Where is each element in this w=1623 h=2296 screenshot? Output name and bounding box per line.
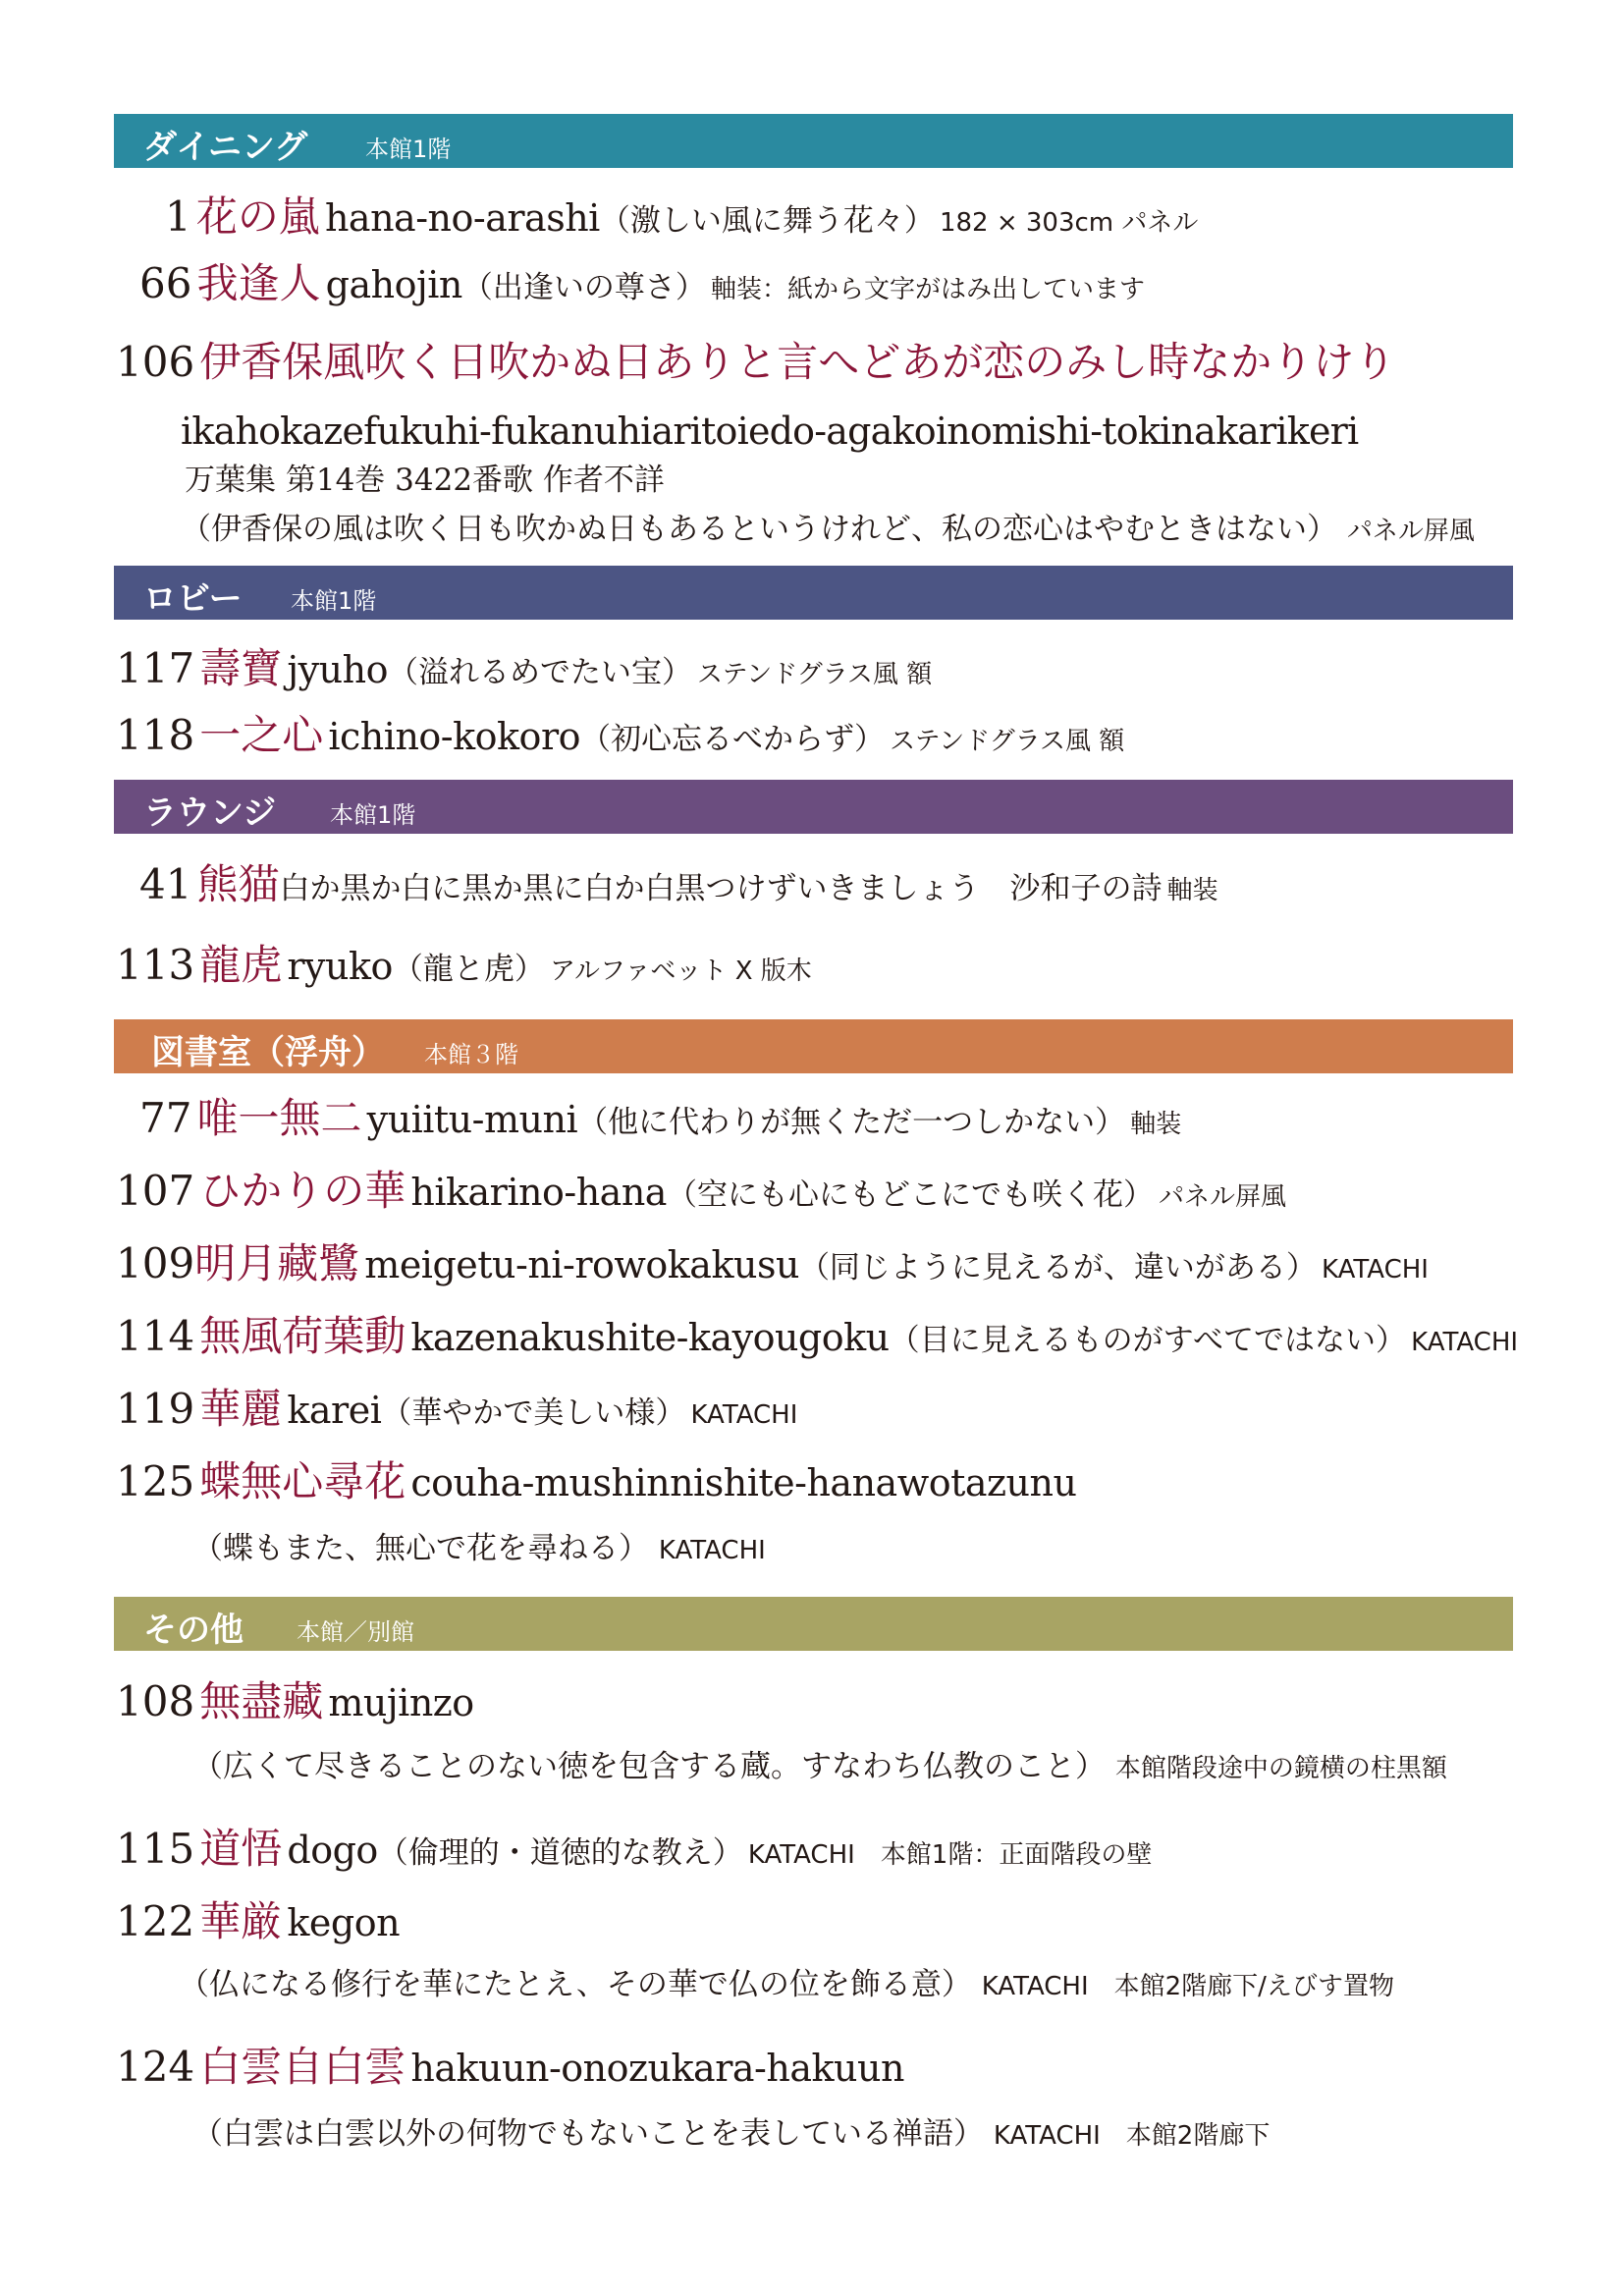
item-number: 122 [116,1897,195,1945]
list-item [116,2043,904,2091]
item-gloss: （同じように見えるが、違いがある） [798,1250,1317,1285]
section-floor: 本館３階 [424,1041,518,1068]
item-note: KATACHI 本館1階：正面階段の壁 [747,1840,1153,1870]
item-number: 66 [139,259,192,307]
item-number: 108 [116,1677,195,1725]
item-note: 軸装：紙から文字がはみ出しています [711,275,1146,304]
list-item [116,711,1125,759]
list-item [116,1239,1429,1287]
item-romaji: jyuho [287,648,388,691]
item-romaji: gahojin [325,263,462,306]
section-header-dining [114,114,1513,168]
item-gloss: （他に代わりが無くただ一つしかない） [577,1105,1126,1140]
item-romaji: mujinzo [328,1681,474,1724]
item-title: 壽寶 [199,644,283,692]
section-header-lobby [114,566,1513,620]
item-gloss: （広くて尽きることのない徳を包含する蔵。すなわち仏教のこと） [192,1749,1106,1784]
item-gloss: （蝶もまた、無心で花を尋ねる） [192,1531,649,1566]
item-romaji: karei [287,1389,382,1432]
list-item [116,1825,1153,1873]
item-note: KATACHI [1322,1255,1429,1285]
item-title: 白雲自白雲 [199,2043,406,2091]
list-item [116,1385,798,1433]
item-gloss-line [179,1967,1394,2002]
item-note: 本館階段途中の鏡横の柱黒額 [1114,1754,1447,1783]
item-romaji: yuiitu-muni [366,1098,578,1141]
item-number: 125 [116,1457,195,1505]
item-gloss: （激しい風に舞う花々） [599,203,935,239]
item-note: KATACHI [690,1400,798,1430]
item-romaji: hikarino-hana [410,1171,667,1214]
item-gloss-line [192,2116,1271,2152]
list-item [139,259,1146,307]
item-number: 117 [116,644,195,692]
item-title: 明月藏鷺 [194,1239,360,1287]
item-romaji: dogo [287,1829,378,1872]
item-number: 77 [139,1094,192,1142]
item-number: 109 [116,1239,195,1287]
item-title: 道悟 [199,1825,283,1873]
item-title: 唯一無二 [196,1094,362,1142]
section-title: ダイニング [143,128,308,167]
item-note: 182 × 303cm パネル [939,208,1199,238]
list-item [116,1897,401,1945]
item-title: 花の嵐 [195,192,320,241]
item-number: 1 [165,192,191,241]
item-romaji: kegon [287,1901,401,1944]
item-number: 41 [139,860,192,908]
item-gloss: （溢れるめでたい宝） [387,655,692,690]
section-header-other [114,1597,1513,1651]
section-title: ロビー [143,579,243,619]
item-note: KATACHI [1411,1328,1519,1357]
item-number: 115 [116,1825,195,1873]
section-title: 図書室（浮舟） [151,1033,385,1072]
item-romaji: hakuun-onozukara-hakuun [410,2047,904,2090]
list-item [116,644,933,692]
item-title: 龍虎 [199,941,283,989]
item-title: 蝶無心尋花 [199,1457,406,1505]
item-gloss: （伊香保の風は吹く日も吹かぬ日もあるというけれど、私の恋心はやむときはない） [181,512,1337,547]
item-note: KATACHI 本館2階廊下/えびす置物 [981,1972,1394,2001]
item-source: 万葉集 第14巻 3422番歌 作者不詳 [185,463,665,498]
list-item [139,860,1218,908]
section-title: その他 [143,1611,243,1650]
list-item [116,1677,474,1725]
item-gloss: （初心忘るべからず） [579,722,885,757]
section-floor: 本館1階 [365,136,452,163]
item-romaji: ichino-kokoro [328,715,580,758]
item-title: 無風荷葉動 [199,1312,406,1360]
section-header-library [114,1019,1513,1073]
list-item [116,941,812,989]
item-gloss: （倫理的・道徳的な教え） [377,1835,743,1871]
item-romaji: meigetu-ni-rowokakusu [364,1243,799,1286]
item-number: 107 [116,1167,195,1215]
item-number: 118 [116,711,195,759]
item-note: アルファベット X 版木 [549,957,812,986]
section-floor: 本館1階 [291,587,377,615]
item-gloss: （白雲は白雲以外の何物でもないことを表している禅語） [192,2116,984,2152]
item-note: パネル屏風 [1159,1182,1287,1212]
item-note: パネル屏風 [1346,517,1475,546]
item-note: ステンドグラス風 額 [890,727,1125,756]
list-item [116,1312,1519,1360]
item-gloss-line [181,512,1475,547]
item-title: 伊香保風吹く日吹かぬ日ありと言へどあが恋のみし時なかりけり [199,338,1396,386]
item-title: 我逢人 [196,259,321,307]
list-item [116,1457,1077,1505]
item-number: 114 [116,1312,195,1360]
item-title: 華麗 [199,1385,283,1433]
item-romaji: hana-no-arashi [324,196,600,240]
item-note: 軸装 [1130,1110,1182,1139]
list-item [165,192,1199,241]
item-romaji: couha-mushinnishite-hanawotazunu [410,1461,1077,1504]
item-gloss: （龍と虎） [392,952,545,987]
item-note: 軸装 [1166,876,1218,905]
item-note: KATACHI [658,1536,766,1565]
item-title: 熊猫 [196,860,280,908]
item-text: 白か黒か白に黒か黒に白か白黒つけずいきましょう 沙和子の詩 [279,871,1163,906]
item-number: 124 [116,2043,195,2091]
list-item [139,1094,1182,1142]
list-item [116,1167,1287,1215]
item-gloss-line [192,1749,1447,1784]
item-gloss: （目に見えるものがすべてではない） [889,1323,1407,1358]
item-number: 106 [116,338,195,386]
item-gloss: （仏になる修行を華にたとえ、その華で仏の位を飾る意） [179,1967,972,2002]
item-gloss-line [192,1531,766,1566]
item-gloss: （華やかで美しい様） [381,1395,686,1431]
section-title: ラウンジ [143,793,277,833]
item-gloss: （空にも心にもどこにでも咲く花） [666,1177,1154,1213]
item-number: 119 [116,1385,195,1433]
section-floor: 本館／別館 [297,1618,414,1646]
item-title: 華厳 [199,1897,283,1945]
item-romaji: kazenakushite-kayougoku [410,1316,890,1359]
item-gloss: （出逢いの尊さ） [461,270,706,305]
item-note: KATACHI 本館2階廊下 [993,2121,1271,2151]
item-note: ステンドグラス風 額 [697,660,933,689]
section-header-lounge [114,780,1513,834]
list-item [116,338,1396,386]
item-romaji: ryuko [287,945,393,988]
item-title: 一之心 [199,711,324,759]
item-number: 113 [116,941,195,989]
item-romaji: ikahokazefukuhi-fukanuhiaritoiedo-agakoinomishi-tokinakarikeri [181,410,1359,453]
item-title: 無盡藏 [199,1677,324,1725]
item-title: ひかりの華 [199,1167,406,1215]
section-floor: 本館1階 [330,801,416,829]
